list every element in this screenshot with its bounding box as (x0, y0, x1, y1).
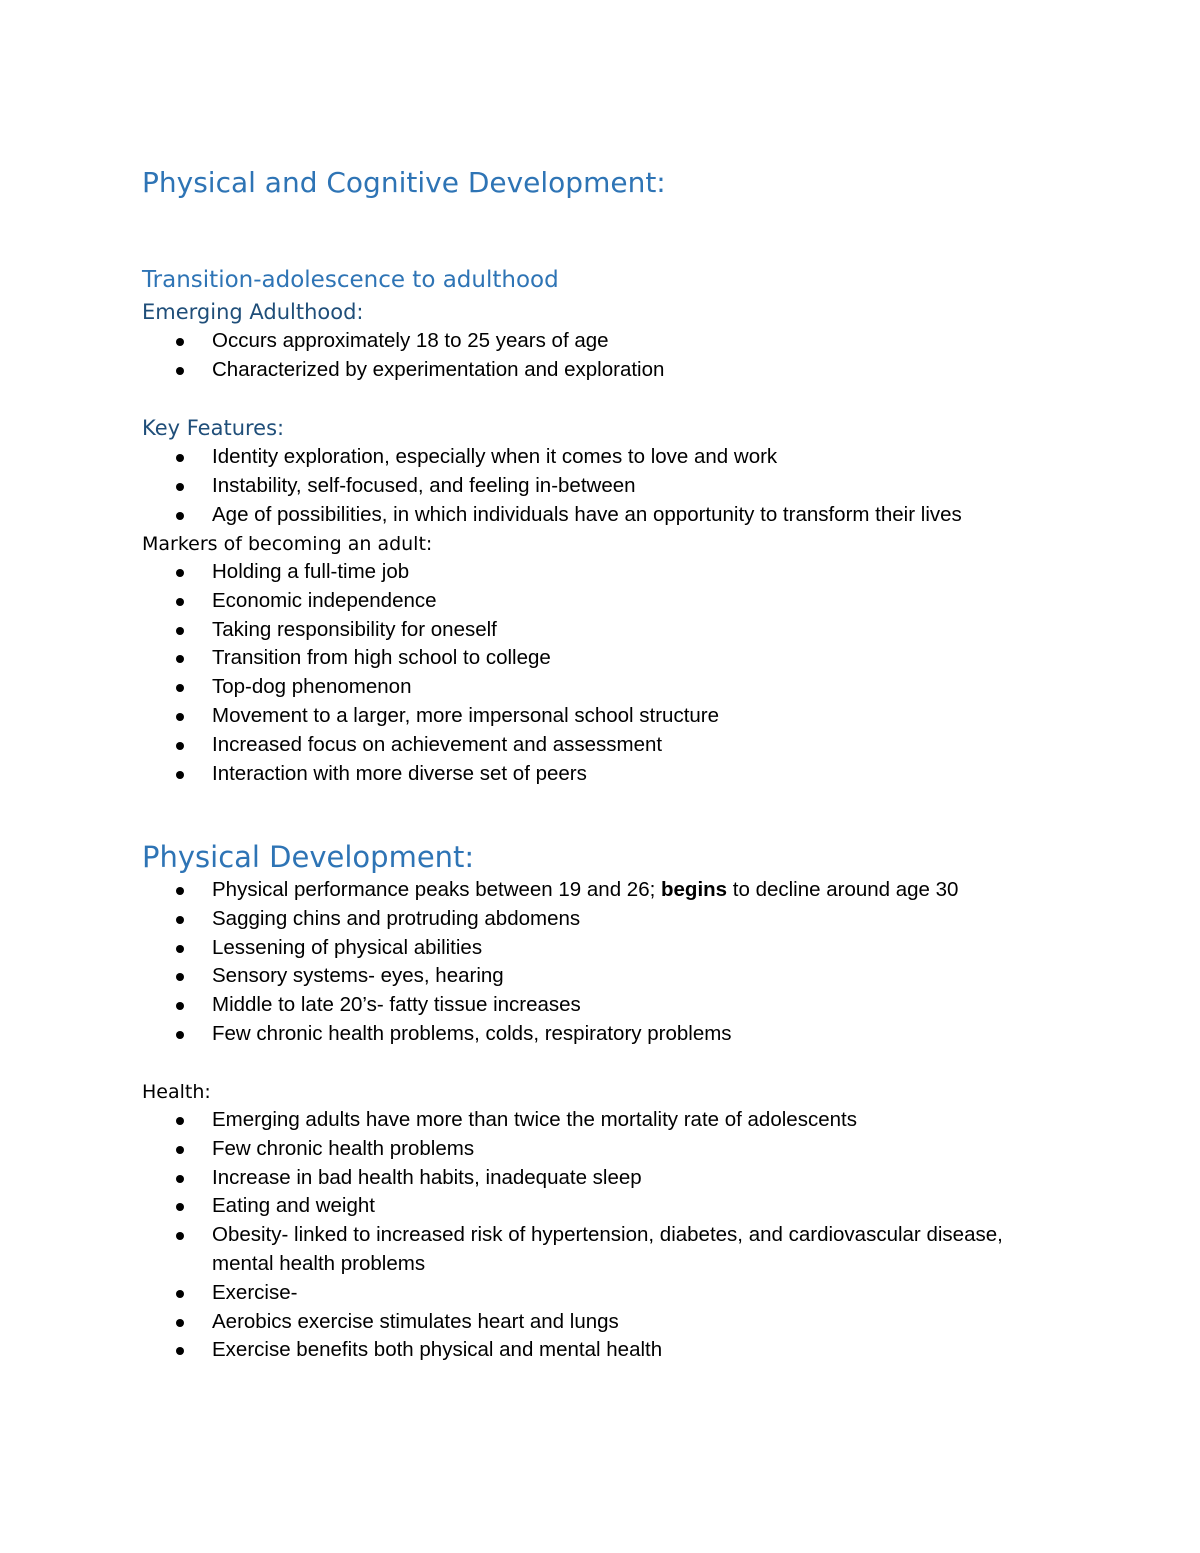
bullet-icon (176, 713, 184, 721)
bullet-icon (176, 945, 184, 953)
bullet-icon (176, 973, 184, 981)
bullet-icon (176, 1203, 184, 1211)
list-item: Increased focus on achievement and assessment (0, 731, 1200, 760)
list-item: Physical performance peaks between 19 and 26; begins to decline around age 30 (0, 876, 1200, 905)
list-item: Movement to a larger, more impersonal school structure (0, 702, 1200, 731)
list-item: Few chronic health problems, colds, respiratory problems (0, 1020, 1200, 1049)
list-item: Top-dog phenomenon (0, 673, 1200, 702)
bullet-icon (176, 771, 184, 779)
health-heading: Health: (142, 1081, 211, 1103)
list-item: Few chronic health problems (0, 1135, 1200, 1164)
physical-development-list (0, 876, 1200, 1049)
bullet-icon (176, 1232, 184, 1240)
page-title: Physical and Cognitive Development: (142, 166, 666, 199)
bullet-icon (176, 598, 184, 606)
list-item: Eating and weight (0, 1192, 1200, 1221)
markers-list (0, 558, 1200, 788)
bullet-icon (176, 569, 184, 577)
emerging-adulthood-heading: Emerging Adulthood: (142, 300, 364, 324)
bullet-icon (176, 1319, 184, 1327)
bullet-icon (176, 367, 184, 375)
bullet-icon (176, 1347, 184, 1355)
bullet-icon (176, 512, 184, 520)
bullet-icon (176, 338, 184, 346)
list-item: Sagging chins and protruding abdomens (0, 905, 1200, 934)
list-item: Characterized by experimentation and exploration (0, 356, 1200, 385)
bullet-icon (176, 1031, 184, 1039)
bullet-icon (176, 916, 184, 924)
key-features-list (0, 443, 1200, 529)
list-item: Emerging adults have more than twice the mortality rate of adolescents (0, 1106, 1200, 1135)
list-item: Lessening of physical abilities (0, 934, 1200, 963)
emerging-adulthood-list (0, 327, 1200, 385)
health-list (0, 1106, 1200, 1365)
list-item: Economic independence (0, 587, 1200, 616)
bullet-icon (176, 627, 184, 635)
bullet-icon (176, 454, 184, 462)
markers-heading: Markers of becoming an adult: (142, 533, 433, 555)
list-item: Exercise benefits both physical and mental health (0, 1336, 1200, 1365)
list-item: Taking responsibility for oneself (0, 616, 1200, 645)
list-item: Obesity- linked to increased risk of hypertension, diabetes, and cardiovascular disease, mental health problems (0, 1221, 1200, 1279)
list-item: Transition from high school to college (0, 644, 1200, 673)
bullet-icon (176, 655, 184, 663)
list-item: Identity exploration, especially when it comes to love and work (0, 443, 1200, 472)
key-features-heading: Key Features: (142, 416, 285, 440)
bullet-icon (176, 1146, 184, 1154)
bullet-icon (176, 1175, 184, 1183)
list-item: Middle to late 20’s- fatty tissue increases (0, 991, 1200, 1020)
list-item: Sensory systems- eyes, hearing (0, 962, 1200, 991)
bullet-icon (176, 1290, 184, 1298)
list-item: Exercise- (0, 1279, 1200, 1308)
bullet-icon (176, 887, 184, 895)
list-item: Aerobics exercise stimulates heart and lungs (0, 1308, 1200, 1337)
bullet-icon (176, 684, 184, 692)
list-item: Interaction with more diverse set of peers (0, 760, 1200, 789)
bullet-icon (176, 483, 184, 491)
transition-heading: Transition-adolescence to adulthood (142, 267, 559, 293)
list-item: Instability, self-focused, and feeling in-between (0, 472, 1200, 501)
list-item: Age of possibilities, in which individuals have an opportunity to transform their lives (0, 501, 1200, 530)
bullet-icon (176, 1002, 184, 1010)
list-item: Occurs approximately 18 to 25 years of age (0, 327, 1200, 356)
physical-development-heading: Physical Development: (142, 840, 475, 874)
bullet-icon (176, 742, 184, 750)
list-item: Holding a full-time job (0, 558, 1200, 587)
list-item: Increase in bad health habits, inadequate sleep (0, 1164, 1200, 1193)
bullet-icon (176, 1117, 184, 1125)
